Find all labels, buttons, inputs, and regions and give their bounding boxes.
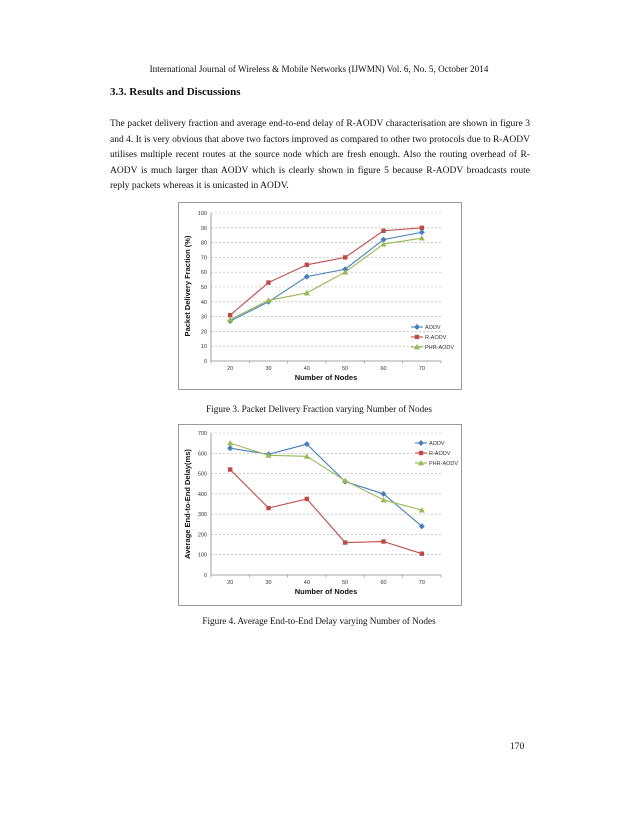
x-tick-label: 70 <box>418 580 425 586</box>
y-tick-label: 200 <box>197 532 207 539</box>
x-tick-label: 50 <box>342 580 349 586</box>
x-tick-label: 50 <box>342 366 349 372</box>
delay-line-chart <box>179 425 461 605</box>
data-point-r-aodv <box>305 497 309 501</box>
x-axis-title: Number of Nodes <box>294 587 358 596</box>
y-tick-label: 90 <box>200 225 207 232</box>
series-line-r-aodv <box>230 228 422 315</box>
data-point-phr-aodv <box>381 497 387 502</box>
y-tick-label: 100 <box>197 552 207 559</box>
data-point-r-aodv <box>305 263 309 267</box>
y-tick-label: 700 <box>197 431 207 437</box>
y-tick-label: 10 <box>200 344 207 351</box>
x-tick-label: 30 <box>265 366 272 372</box>
data-point-phr-aodv <box>419 235 425 240</box>
legend-label: PHR-AODV <box>429 461 459 467</box>
data-point-r-aodv <box>266 506 270 510</box>
data-point-phr-aodv <box>227 317 233 322</box>
body-paragraph: The packet delivery fraction and average end-to-end delay of R-AODV characterisation are shown in figure 3 and 4. It is very obvious that above two factors improved as compared to other two protocols due to R-AODV utilises multiple recent routes at the source node which are fresh enough. Also the routing overhead of R-AODV is much larger than AODV which is clearly shown in figure 5 because R-AODV broadcasts route reply packets whereas it is unicasted in AODV. <box>110 119 530 191</box>
legend-swatch-marker <box>419 451 423 455</box>
data-point-r-aodv <box>343 540 347 544</box>
page-number: 170 <box>510 742 525 752</box>
legend-swatch-marker <box>414 324 420 330</box>
x-tick-label: 20 <box>227 580 234 586</box>
series-line-r-aodv <box>230 470 422 554</box>
y-axis-title: Packet Delivery Fraction (%) <box>183 235 192 337</box>
data-point-phr-aodv <box>227 440 233 445</box>
data-point-r-aodv <box>420 226 424 230</box>
y-tick-label: 20 <box>200 329 207 336</box>
x-tick-label: 40 <box>303 366 310 372</box>
x-tick-label: 60 <box>380 366 387 372</box>
y-tick-label: 400 <box>197 491 207 498</box>
legend-label: AODV <box>429 441 445 447</box>
section-title: 3.3. Results and Discussions <box>110 86 241 98</box>
x-tick-label: 40 <box>303 580 310 586</box>
pdf-line-chart <box>179 203 461 389</box>
figure-3-caption: Figure 3. Packet Delivery Fraction varying Number of Nodes <box>206 404 432 414</box>
x-axis-title: Number of Nodes <box>294 373 358 382</box>
x-tick-label: 70 <box>418 366 425 372</box>
y-tick-label: 60 <box>200 270 207 277</box>
y-tick-label: 500 <box>197 471 207 478</box>
data-point-r-aodv <box>228 467 232 471</box>
legend-label: R-AODV <box>425 335 447 341</box>
y-tick-label: 300 <box>197 512 207 519</box>
figure-3-chart <box>178 202 462 390</box>
data-point-aodv <box>227 445 233 451</box>
series-line-phr-aodv <box>230 238 422 319</box>
data-point-r-aodv <box>420 552 424 556</box>
data-point-phr-aodv <box>304 290 310 295</box>
data-point-r-aodv <box>266 280 270 284</box>
x-tick-label: 60 <box>380 580 387 586</box>
legend-label: R-AODV <box>429 451 451 457</box>
data-point-aodv <box>419 229 425 235</box>
data-point-aodv <box>304 274 310 280</box>
x-tick-label: 20 <box>227 366 234 372</box>
y-tick-label: 0 <box>203 573 207 579</box>
y-tick-label: 0 <box>203 359 207 365</box>
series-line-aodv <box>230 232 422 321</box>
y-axis-title: Average End-to-End Delay(ms) <box>183 449 192 559</box>
legend-label: AODV <box>425 325 441 331</box>
x-tick-label: 30 <box>265 580 272 586</box>
data-point-r-aodv <box>381 539 385 543</box>
figure-4-caption: Figure 4. Average End-to-End Delay varying Number of Nodes <box>202 616 436 626</box>
y-tick-label: 600 <box>197 451 207 458</box>
figure-4-chart <box>178 424 462 606</box>
y-tick-label: 70 <box>200 255 207 262</box>
y-tick-label: 40 <box>200 299 207 306</box>
y-tick-label: 80 <box>200 240 207 247</box>
y-tick-label: 30 <box>200 314 207 321</box>
y-tick-label: 50 <box>200 285 207 291</box>
data-point-r-aodv <box>343 255 347 259</box>
legend-swatch-marker <box>418 440 424 446</box>
journal-header: International Journal of Wireless & Mobile Networks (IJWMN) Vol. 6, No. 5, October 2014 <box>149 64 489 74</box>
y-tick-label: 100 <box>197 211 207 217</box>
legend-label: PHR-AODV <box>425 345 455 351</box>
legend-swatch-marker <box>415 335 419 339</box>
data-point-r-aodv <box>381 229 385 233</box>
series-line-aodv <box>230 444 422 526</box>
